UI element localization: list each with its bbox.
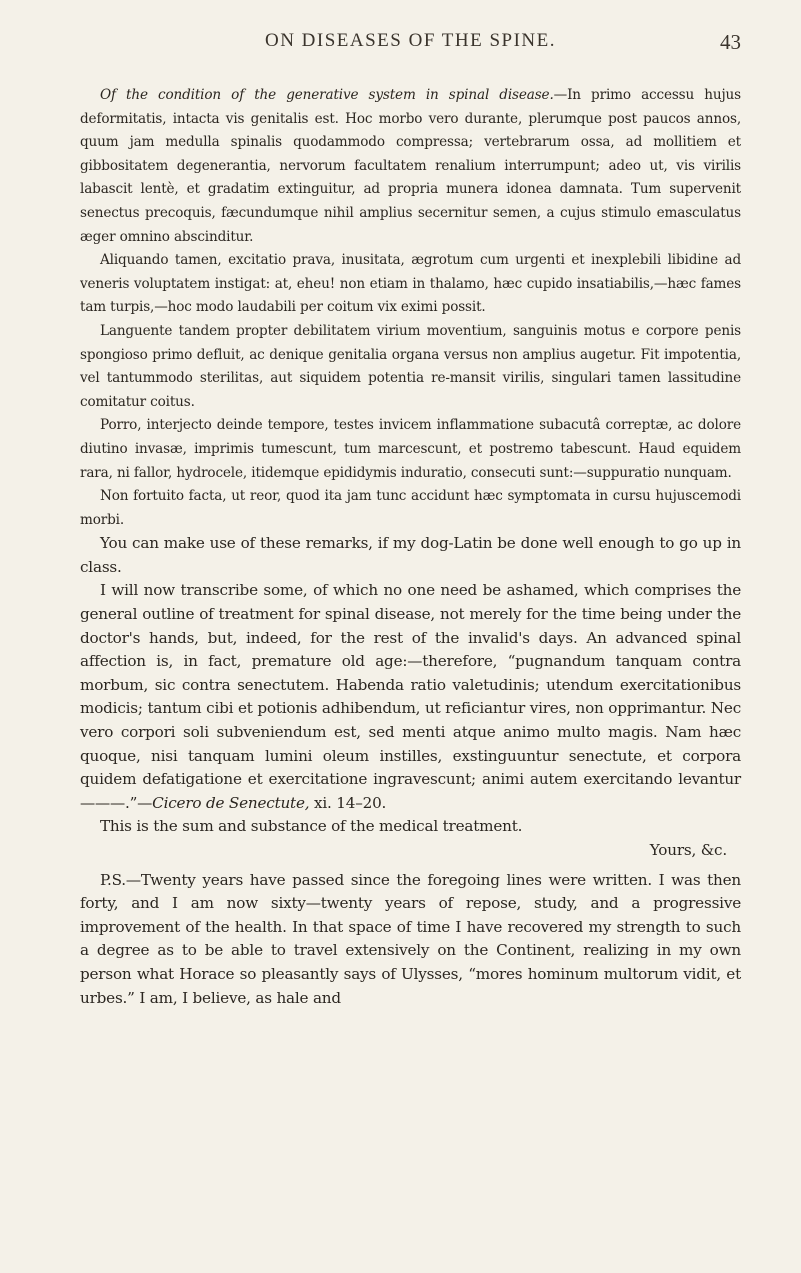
paragraph-sum-substance: This is the sum and substance of the medical treatment. — [100, 817, 523, 836]
signoff: Yours, &c. — [649, 841, 727, 859]
paragraph-generative-system — [80, 84, 741, 249]
paragraph-porro: Porro, interjecto deinde tempore, testes invicem inflammatione subacutâ correptæ, ac dolore diutino invasæ, imprimis tumescunt, tum marcescunt, et postremo tabescunt. Haud equidem rara, ni fallor, hydrocele, itidemque epididymis induratio, consecuti sunt:—suppuratio nunquam. — [80, 417, 741, 481]
paragraph-non-fortuito: Non fortuito facta, ut reor, quod ita jam tunc accidunt hæc symptomata in cursu hujuscemodi morbi. — [80, 488, 741, 528]
page-number: 43 — [720, 30, 741, 54]
paragraph-text: —In primo accessu hujus deformitatis, intacta vis genitalis est. Hoc morbo vero durante, plerumque post paucos annos, quum jam medulla spinalis quodammodo compressa; vertebrarum ossa, ad mollitiem et gibbositatem degenerantia, nervorum facultatem renalium interrumpunt; adeo ut, vis virilis labascit lentè, et gradatim extinguitur, ad propria munera idonea damnata. Tum supervenit senectus precoquis, fæcundumque nihil amplius secernitur semen, a cujus stimulo emasculatus æger omnino abscinditur. — [80, 87, 741, 245]
body-text — [80, 84, 741, 1010]
paragraph-aliquando: Aliquando tamen, excitatio prava, inusitata, ægrotum cum urgenti et inexplebili libidine ad veneris voluptatem instigat: at, eheu! non etiam in thalamo, hæc cupido insatiabilis,—hæc fames tam turpis,—hoc modo laudabili per coitum vix eximi possit. — [80, 252, 741, 316]
paragraph-languente: Languente tandem propter debilitatem virium moventium, sanguinis motus e corpore penis spongioso primo defluit, ac denique genitalia organa versus non amplius augetur. Fit impotentia, vel tantummodo sterilitas, aut siquidem potentia re-mansit virilis, singulari tamen lassitudine comitatur coitus. — [80, 322, 741, 410]
running-header — [80, 30, 741, 60]
running-title: ON DISEASES OF THE SPINE. — [264, 30, 557, 51]
paragraph-transcribe — [80, 579, 741, 815]
citation-title: Cicero de Senectute, — [152, 793, 310, 812]
paragraph-text: I will now transcribe some, of which no one need be ashamed, which comprises the general outline of treatment for spinal disease, not merely for the time being under the doctor's hands, but, indeed, for the rest of the invalid's days. An advanced spinal affection is, in fact, premature old age:—therefore, “pugnandum tanquam contra morbum, sic contra senectutem. Habenda ratio valetudinis; utendum exercitationibus modicis; tantum cibi et potionis adhibendum, ut reficiantur vires, non opprimantur. Nec vero corpori soli subveniendum est, sed menti atque animo multo magis. Nam hæc quoque, nisi tanquam lumini oleum instilles, exstinguuntur senectute, et corpora quidem defatigatione et exercitatione ingravescunt; animi autem exercitando levantur———.”— — [80, 581, 741, 812]
citation-reference: xi. 14–20. — [309, 793, 387, 812]
postscript: P.S.—Twenty years have passed since the foregoing lines were written. I was then forty, and I am now sixty—twenty years of repose, study, and a progressive improvement of the health. In that space of time I have recovered my strength to such a degree as to be able to travel extensively on the Continent, realizing in my own person what Horace so pleasantly says of Ulysses, “mores hominum multorum vidit, et urbes.” I am, I believe, as hale and — [80, 870, 741, 1007]
section-heading: Of the condition of the generative system in spinal disease. — [100, 87, 554, 103]
paragraph-dog-latin: You can make use of these remarks, if my dog-Latin be done well enough to go up in class. — [80, 534, 741, 576]
